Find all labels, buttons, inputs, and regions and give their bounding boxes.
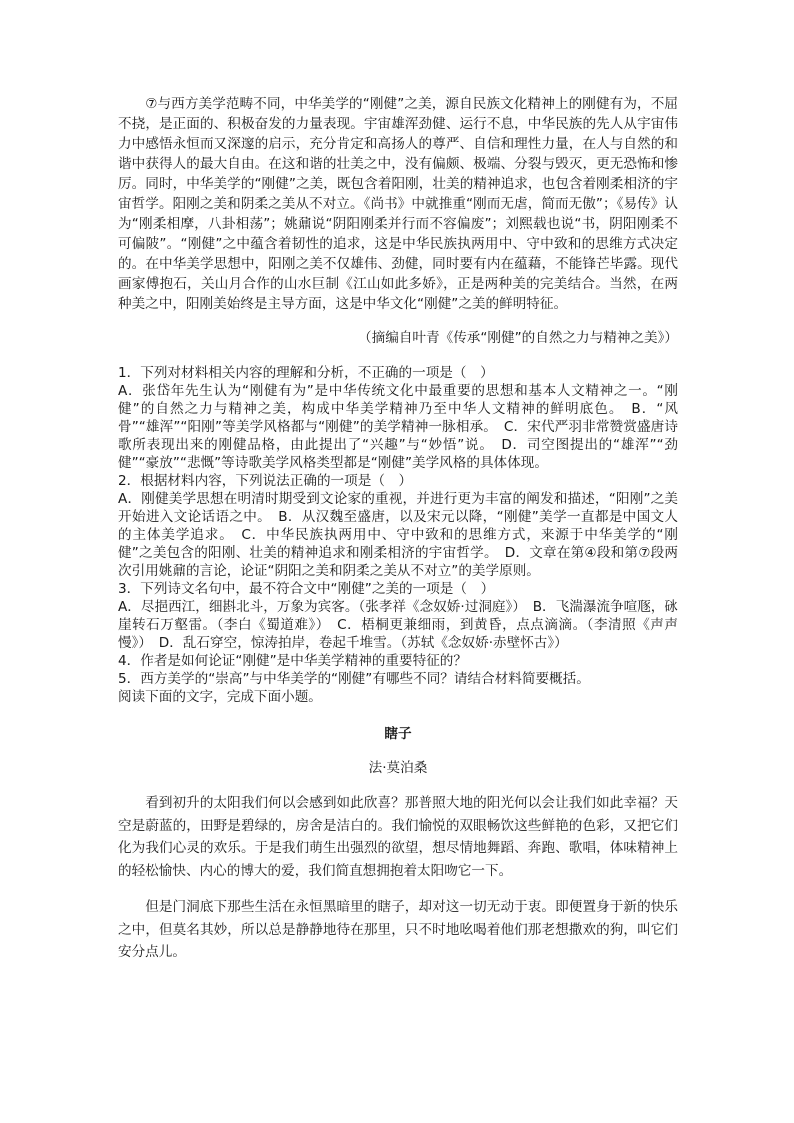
question-2-stem: 2．根据材料内容，下列说法正确的一项是（ ） <box>118 473 413 489</box>
article-source: （摘编自叶青《传承“刚健”的自然之力与精神之美》） <box>358 330 678 346</box>
question-4-stem: 4．作者是如何论证“刚健”是中华美学精神的重要特征的？ <box>118 653 467 669</box>
story-author: 法·莫泊桑 <box>368 760 428 776</box>
document-page <box>118 94 678 964</box>
question-3-options: A．尽挹西江，细斟北斗，万象为宾客。（张孝祥《念奴娇·过洞庭》） B．飞湍瀑流争喧豗，砯崖转石万壑雷。（李白《蜀道难》） C．梧桐更兼细雨，到黄昏，点点滴滴。（李清照《声声慢》） D．乱石穿空，惊涛拍岸，卷起千堆雪。（苏轼《念奴娇·赤壁怀古》） <box>118 599 678 651</box>
question-list <box>118 364 678 706</box>
story-paragraph-1: 看到初升的太阳我们何以会感到如此欣喜？那普照大地的阳光何以会让我们如此幸福？天空是蔚蓝的，田野是碧绿的，房舍是洁白的。我们愉悦的双眼畅饮这些鲜艳的色彩，又把它们化为我们心灵的欢乐。于是我们萌生出强烈的欲望，想尽情地舞蹈、奔跑、歌唱，体味精神上的轻松愉快、内心的博大的爱，我们简直想拥抱着太阳吻它一下。 <box>118 795 678 879</box>
story-title: 瞎子 <box>384 726 412 742</box>
question-3-stem: 3．下列诗文名句中，最不符合文中“刚健”之美的一项是（ ） <box>118 581 495 597</box>
story-body <box>118 792 678 964</box>
article-paragraph-7: ⑦与西方美学范畴不同，中华美学的“刚健”之美，源自民族文化精神上的刚健有为，不屈不挠，是正面的、积极奋发的力量表现。宇宙雄浑劲健、运行不息，中华民族的先人从宇宙伟力中感悟永恒而又深邃的启示，充分肯定和高扬人的尊严、自信和理性力量，在人与自然的和谐中获得人的最大自由。在这和谐的壮美之中，没有偏颇、极端、分裂与毁灭，更无恐怖和惨厉。同时，中华美学的“刚健”之美，既包含着阳刚，壮美的精神追求，也包含着刚柔相济的宇宙哲学。阳刚之美和阴柔之美从不对立。《尚书》中就推重“刚而无虐，简而无傲”；《易传》认为“刚柔相摩，八卦相荡”；姚鼐说“阴阳刚柔并行而不容偏废”；刘熙载也说“书，阴阳刚柔不可偏陂”。“刚健”之中蕴含着韧性的追求，这是中华民族执两用中、守中致和的思维方式决定的。在中华美学思想中，阳刚之美不仅雄伟、劲健，同时要有内在蕴藉，不能锋芒毕露。现代画家傅抱石，关山月合作的山水巨制《江山如此多娇》，正是两种美的完美结合。当然，在两种美之中，阳刚美始终是主导方面，这是中华文化“刚健”之美的鲜明特征。 <box>118 96 678 312</box>
story-paragraph-2: 但是门洞底下那些生活在永恒黑暗里的瞎子，却对这一切无动于衷。即便置身于新的快乐之中，但莫名其妙，所以总是静静地待在那里，只不时地吆喝着他们那老想撒欢的狗，叫它们安分点儿。 <box>118 899 678 960</box>
question-1-stem: 1．下列对材料相关内容的理解和分析，不正确的一项是（ ） <box>118 365 494 381</box>
reading-instruction: 阅读下面的文字，完成下面小题。 <box>118 689 322 705</box>
question-5-stem: 5．西方美学的“崇高”与中华美学的“刚健”有哪些不同？请结合材料简要概括。 <box>118 671 590 687</box>
question-2-options: A．刚健美学思想在明清时期受到文论家的重视，并进行更为丰富的阐发和描述，“阳刚”之美开始进入文论话语之中。 B．从汉魏至盛唐，以及宋元以降，“刚健”美学一直都是中国文人的主体美学追求。 C．中华民族执两用中、守中致和的思维方式，来源于中华美学的“刚健”之美包含的阳刚、壮美的精神追求和刚柔相济的宇宙哲学。 D．文章在第④段和第⑦段两次引用姚鼐的言论，论证“阴阳之美和阴柔之美从不对立”的美学原则。 <box>118 491 678 579</box>
question-1-options: A．张岱年先生认为“刚健有为”是中华传统文化中最重要的思想和基本人文精神之一。“刚健”的自然之力与精神之美，构成中华美学精神乃至中华人文精神的鲜明底色。 B．“风骨”“雄浑”“阳刚”等美学风格都与“刚健”的美学精神一脉相承。 C．宋代严羽非常赞赏盛唐诗歌所表现出来的刚健品格，由此提出了“兴趣”与“妙悟”说。 D．司空图提出的“雄浑”“劲健”“豪放”“悲慨”等诗歌美学风格类型都是“刚健”美学风格的具体体现。 <box>118 383 678 471</box>
